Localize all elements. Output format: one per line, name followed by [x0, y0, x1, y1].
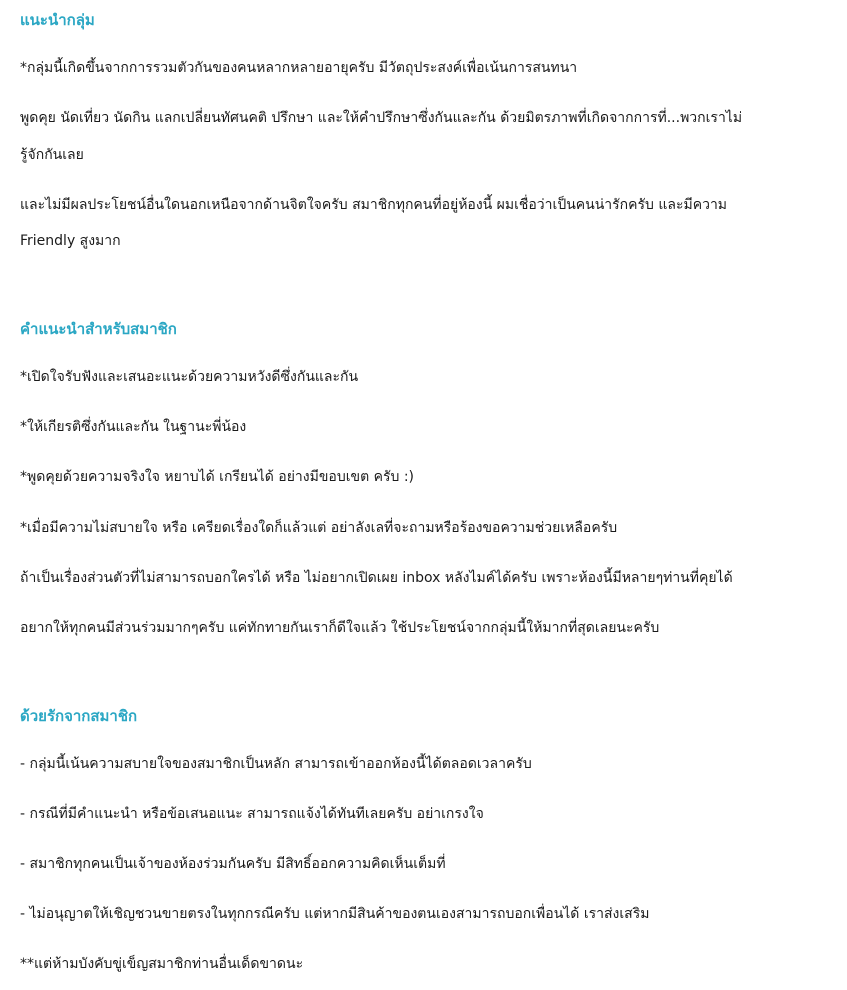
section-heading-from-members: ด้วยรักจากสมาชิก	[20, 707, 138, 725]
list-item: - ไม่อนุญาตให้เชิญชวนขายตรงในทุกกรณีครับ แต่หากมีสินค้าของตนเองสามารถบอกเพื่อนได้ เราส่งเสริม	[20, 906, 650, 922]
list-item: - สมาชิกทุกคนเป็นเจ้าของห้องร่วมกันครับ มีสิทธิ์ออกความคิดเห็นเต็มที่	[20, 856, 446, 872]
list-item: **แต่ห้ามบังคับขู่เข็ญสมาชิกท่านอื่นเด็ดขาดนะ	[20, 956, 304, 972]
section-heading-intro: แนะนำกลุ่ม	[20, 11, 95, 29]
list-item: - กรณีที่มีคำแนะนำ หรือข้อเสนอแนะ สามารถแจ้งได้ทันทีเลยครับ อย่าเกรงใจ	[20, 806, 484, 822]
paragraph: อยากให้ทุกคนมีส่วนร่วมมากๆครับ แค่ทักทายกันเราก็ดีใจแล้ว ใช้ประโยชน์จากกลุ่มนี้ให้มากที่สุดเลยนะครับ	[20, 620, 660, 636]
paragraph: รู้จักกันเลย	[20, 147, 84, 163]
paragraph: พูดคุย นัดเที่ยว นัดกิน แลกเปลี่ยนทัศนคติ ปรึกษา และให้คำปรึกษาซึ่งกันและกัน ด้วยมิตรภาพที่เกิดจากการที่...พวกเราไม่	[20, 110, 743, 126]
list-item: *ให้เกียรติซึ่งกันและกัน ในฐานะพี่น้อง	[20, 419, 247, 435]
paragraph: *กลุ่มนี้เกิดขึ้นจากการรวมตัวกันของคนหลากหลายอายุครับ มีวัตถุประสงค์เพื่อเน้นการสนทนา	[20, 60, 578, 76]
paragraph: Friendly สูงมาก	[20, 233, 121, 249]
paragraph: ถ้าเป็นเรื่องส่วนตัวที่ไม่สามารถบอกใครได้ หรือ ไม่อยากเปิดเผย inbox หลังไมค์ได้ครับ เพราะห้องนี้มีหลายๆท่านที่คุยได้	[20, 570, 733, 586]
list-item: *เมื่อมีความไม่สบายใจ หรือ เครียดเรื่องใดก็แล้วแต่ อย่าลังเลที่จะถามหรือร้องขอความช่วยเหลือครับ	[20, 520, 618, 536]
section-heading-member-advice: คำแนะนำสำหรับสมาชิก	[20, 320, 177, 338]
list-item: *พูดคุยด้วยความจริงใจ หยาบได้ เกรียนได้ อย่างมีขอบเขต ครับ :)	[20, 469, 415, 485]
paragraph: และไม่มีผลประโยชน์อื่นใดนอกเหนือจากด้านจิตใจครับ สมาชิกทุกคนที่อยู่ห้องนี้ ผมเชื่อว่าเป็นคนน่ารักครับ และมีความ	[20, 197, 728, 213]
list-item: - กลุ่มนี้เน้นความสบายใจของสมาชิกเป็นหลัก สามารถเข้าออกห้องนี้ได้ตลอดเวลาครับ	[20, 756, 532, 772]
list-item: *เปิดใจรับฟังและเสนอะแนะด้วยความหวังดีซึ่งกันและกัน	[20, 369, 359, 385]
